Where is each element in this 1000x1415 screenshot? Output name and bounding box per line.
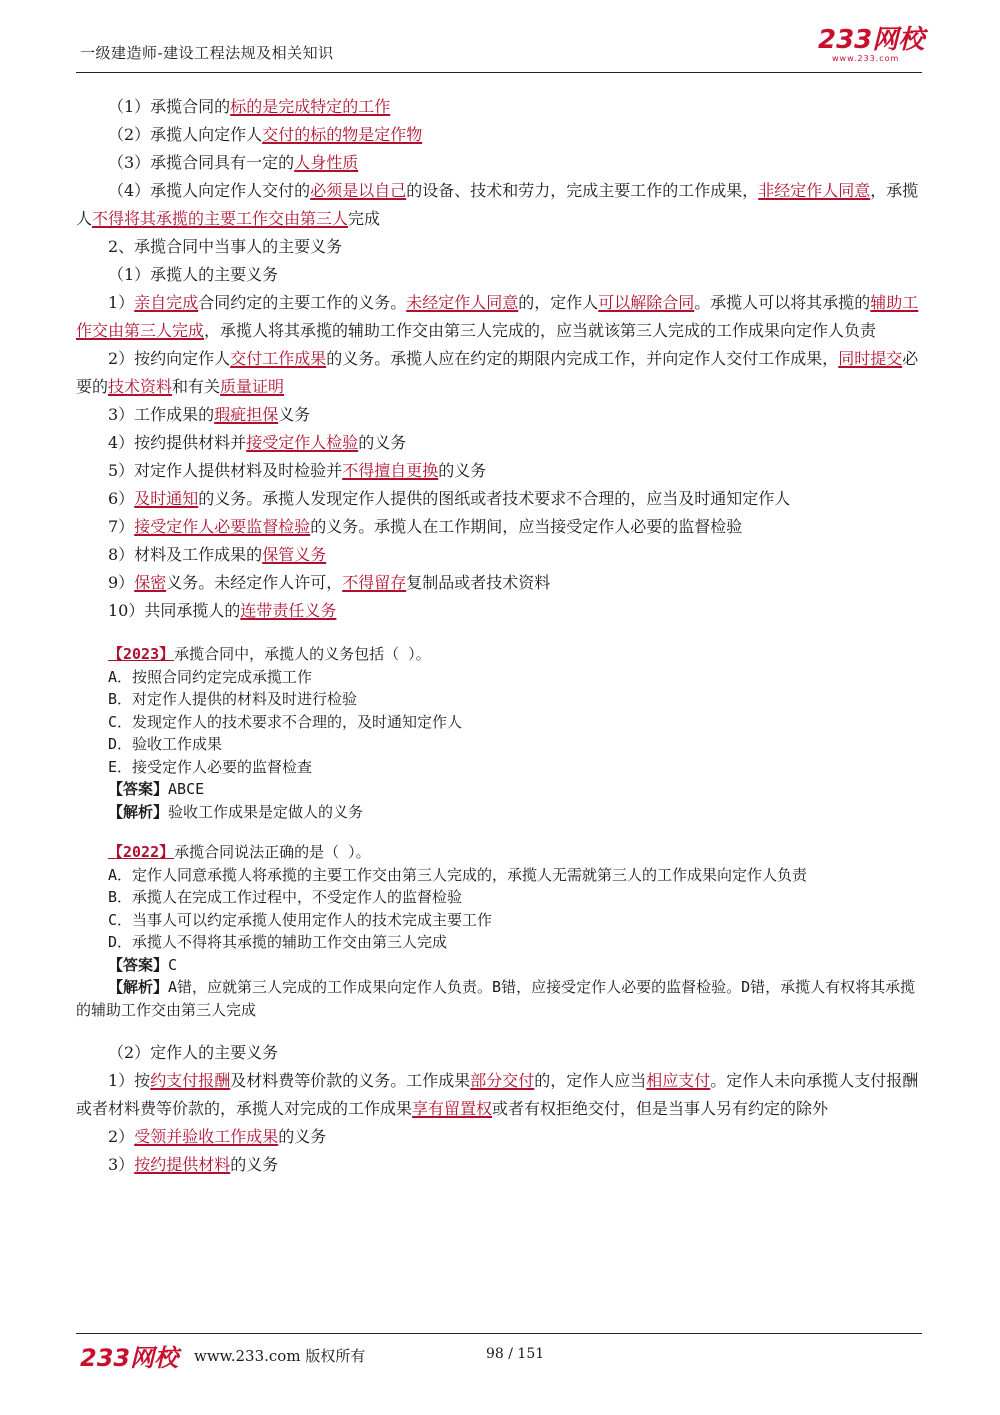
text-run: 义务 [278,405,311,424]
text-run: 的设备、技术和劳力，完成主要工作的工作成果， [406,181,759,200]
key-phrase: 标的是完成特定的工作 [230,97,391,116]
paragraph [76,345,926,401]
text-run: 合同约定的主要工作的义务。 [198,293,407,312]
employer-obligations [76,1039,926,1179]
key-phrase: 技术资料 [108,377,173,396]
contract-features [76,93,926,233]
stem-text: 承揽合同中，承揽人的义务包括（ ）。 [174,645,431,663]
text-run: 。定作人未向承揽人支付报酬或者材料费等价款的，承揽人对完成的工作成果 [76,1071,919,1118]
paragraph [76,1039,926,1067]
analysis-text: A错，应就第三人完成的工作成果向定作人负责。B错，应接受定作人必要的监督检验。D错，承揽人有权将其承揽的辅助工作交由第三人完成 [76,978,916,1019]
text-run: 1）按 [108,1071,151,1090]
key-phrase: 不得留存 [342,573,407,592]
text-run: 义务。未经定作人许可， [166,573,343,592]
text-run: （1）承揽合同的 [108,97,231,116]
question-2023 [76,643,926,823]
text-run: 的，定作人应当 [534,1071,647,1090]
text-run: 及材料费等价款的义务。工作成果 [230,1071,471,1090]
paragraph [76,93,926,121]
text-run: 9） [108,573,135,592]
key-phrase: 人身性质 [294,153,359,172]
paragraph [76,149,926,177]
key-phrase: 质量证明 [220,377,285,396]
answer-label: 【答案】 [108,955,169,974]
paragraph [76,261,926,289]
text-run: 2） [108,1127,135,1146]
analysis [76,976,926,1021]
stem-text: 承揽合同说法正确的是（ ）。 [174,843,371,861]
page-number: 98 / 151 [486,1346,545,1362]
text-run: （1）承揽人的主要义务 [108,265,279,284]
document-title: 一级建造师-建设工程法规及相关知识 [80,44,334,62]
paragraph [76,1067,926,1123]
paragraph [76,429,926,457]
text-run: 的义务 [230,1155,279,1174]
paragraph [76,121,926,149]
key-phrase: 受领并验收工作成果 [134,1127,279,1146]
text-run: 6） [108,489,135,508]
text-run: 完成 [348,209,381,228]
text-run: （2）定作人的主要义务 [108,1043,279,1062]
answer [76,778,926,801]
answer [76,954,926,977]
paragraph [76,569,926,597]
key-phrase: 可以解除合同 [598,293,695,312]
key-phrase: 必须是以自己 [310,181,407,200]
text-run: ，承揽人将其承揽的辅助工作交由第三人完成的，应当就该第三人完成的工作成果向定作人负责 [204,321,877,340]
key-phrase: 接受定作人检验 [246,433,359,452]
paragraph [76,541,926,569]
option: A．定作人同意承揽人将承揽的主要工作交由第三人完成的，承揽人无需就第三人的工作成果向定作人负责 [108,865,808,884]
text-run: 5）对定作人提供材料及时检验并 [108,461,343,480]
option: A．按照合同约定完成承揽工作 [108,667,313,686]
text-run: 的义务。承揽人发现定作人提供的图纸或者技术要求不合理的，应当及时通知定作人 [198,489,791,508]
text-run: 1） [108,293,135,312]
text-run: 或者有权拒绝交付，但是当事人另有约定的除外 [492,1099,829,1118]
key-phrase: 瑕疵担保 [214,405,279,424]
text-run: 的义务。承揽人在工作期间，应当接受定作人必要的监督检验 [310,517,743,536]
option: C．当事人可以约定承揽人使用定作人的技术完成主要工作 [108,910,493,929]
key-phrase: 享有留置权 [412,1099,493,1118]
year-tag: 【2023】 [108,645,175,663]
contractor-obligations [76,233,926,625]
key-phrase: 按约提供材料 [134,1155,231,1174]
year-tag: 【2022】 [108,843,175,861]
text-run: 10）共同承揽人的 [108,601,241,620]
document-body [76,93,926,1179]
paragraph [76,597,926,625]
paragraph [76,289,926,345]
paragraph [76,457,926,485]
key-phrase: 部分交付 [470,1071,535,1090]
text-run: 2）按约向定作人 [108,349,231,368]
key-phrase: 同时提交 [838,349,903,368]
analysis-text: 验收工作成果是定做人的义务 [168,802,364,821]
option: E．接受定作人必要的监督检查 [108,757,313,776]
key-phrase: 未经定作人同意 [406,293,519,312]
key-phrase: 接受定作人必要监督检验 [134,517,311,536]
text-run: 的义务。承揽人应在约定的期限内完成工作，并向定作人交付工作成果， [326,349,839,368]
brand-url: www.233.com [832,54,900,63]
text-run: （3）承揽合同具有一定的 [108,153,295,172]
text-run: 。承揽人可以将其承揽的 [694,293,871,312]
paragraph [76,177,926,233]
question-stem [76,841,926,864]
option: B．承揽人在完成工作过程中，不受定作人的监督检验 [108,888,463,906]
analysis-label: 【解析】 [108,802,169,821]
key-phrase: 不得将其承揽的主要工作交由第三人 [92,209,349,228]
header-divider [76,72,922,73]
text-run: 的义务 [438,461,487,480]
key-phrase: 及时通知 [134,489,199,508]
answer-label: 【答案】 [108,780,169,798]
text-run: 的义务 [278,1127,327,1146]
paragraph [76,513,926,541]
paragraph [76,1151,926,1179]
text-run: 3） [108,1155,135,1174]
footer-logo[interactable]: 233网校 [80,1344,179,1372]
footer-divider [76,1333,922,1334]
key-phrase: 约支付报酬 [150,1071,231,1090]
key-phrase: 保管义务 [262,545,327,564]
question-2022 [76,841,926,1021]
text-run: 8）材料及工作成果的 [108,545,263,564]
text-run: 2、承揽合同中当事人的主要义务 [108,237,343,256]
text-run: （2）承揽人向定作人 [108,125,263,144]
paragraph [76,485,926,513]
option: B．对定作人提供的材料及时进行检验 [108,690,358,708]
text-run: 7） [108,517,135,536]
text-run: 和有关 [172,377,221,396]
option: D．承揽人不得将其承揽的辅助工作交由第三人完成 [108,933,448,951]
key-phrase: 辅助工作交由第三人完成 [76,293,919,340]
answer-value: ABCE [168,780,205,798]
analysis [76,801,926,824]
text-run: 必要的 [76,349,919,396]
option: D．验收工作成果 [108,735,223,753]
option: C．发现定作人的技术要求不合理的，及时通知定作人 [108,712,463,731]
text-run: 3）工作成果的 [108,405,215,424]
brand-logo[interactable]: 233网校 [818,25,925,55]
paragraph [76,401,926,429]
paragraph [76,1123,926,1151]
text-run: 复制品或者技术资料 [406,573,551,592]
key-phrase: 保密 [134,573,167,592]
analysis-label: 【解析】 [108,978,169,996]
text-run: 的义务 [358,433,407,452]
text-run: 4）按约提供材料并 [108,433,247,452]
key-phrase: 连带责任义务 [240,601,337,620]
key-phrase: 亲自完成 [134,293,199,312]
text-run: ，承揽人 [76,181,919,228]
question-stem [76,643,926,666]
footer-copyright: www.233.com 版权所有 [194,1347,366,1365]
key-phrase: 不得擅自更换 [342,461,439,480]
text-run: 的，定作人 [518,293,599,312]
answer-value: C [168,955,178,974]
paragraph [76,233,926,261]
key-phrase: 相应支付 [646,1071,711,1090]
key-phrase: 交付工作成果 [230,349,327,368]
key-phrase: 交付的标的物是定作物 [262,125,423,144]
key-phrase: 非经定作人同意 [758,181,871,200]
text-run: （4）承揽人向定作人交付的 [108,181,311,200]
